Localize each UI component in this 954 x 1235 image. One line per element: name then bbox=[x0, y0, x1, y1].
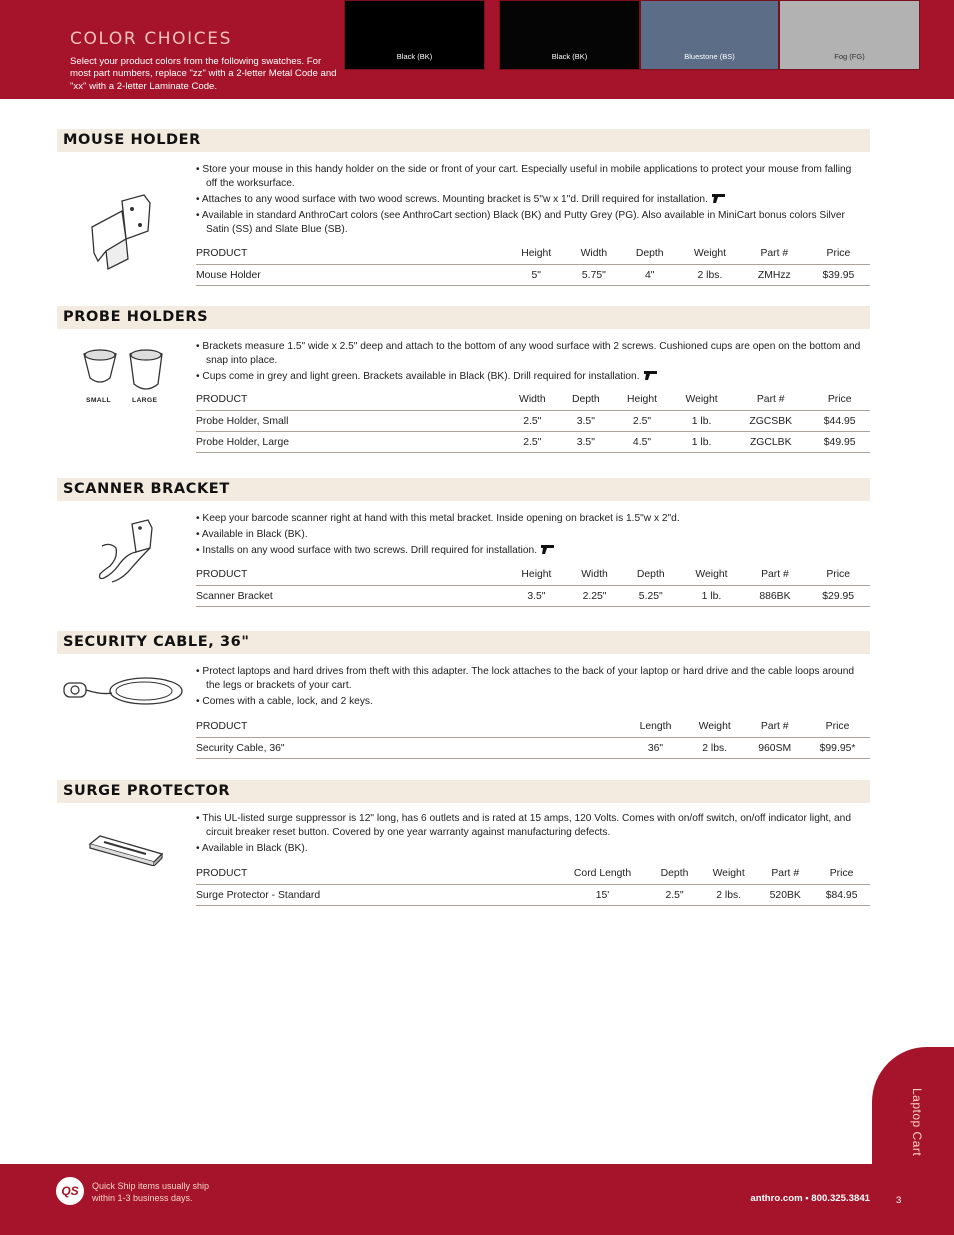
cell: $39.95 bbox=[807, 265, 870, 286]
col-header: Price bbox=[826, 568, 850, 580]
cell: Probe Holder, Small bbox=[196, 411, 506, 432]
mouse-holder-table bbox=[196, 242, 870, 286]
cell: 886BK bbox=[744, 586, 807, 607]
cell: 3.5" bbox=[559, 432, 613, 453]
security-cable-features bbox=[196, 665, 861, 711]
feature-text: • This UL-listed surge suppressor is 12" long, has 6 outlets and is rated at 15 amps, 120 Volts. Comes with on/off switch, on/off indicator light, and circuit breaker reset button. Covered by one year warranty against manufacturing defects. bbox=[196, 812, 861, 840]
col-header: PRODUCT bbox=[196, 720, 248, 732]
table-row bbox=[196, 738, 870, 759]
cell: 2.5" bbox=[613, 411, 671, 432]
quick-ship-line: within 1-3 business days. bbox=[92, 1193, 193, 1203]
color-choices-title: COLOR CHOICES bbox=[70, 29, 232, 49]
surge-protector-features bbox=[196, 812, 861, 858]
col-header: Depth bbox=[636, 568, 665, 580]
cell: $44.95 bbox=[809, 411, 870, 432]
section-title-bar bbox=[57, 478, 870, 501]
col-header: Height bbox=[521, 568, 552, 580]
cell: 1 lb. bbox=[679, 586, 743, 607]
section-title: PROBE HOLDERS bbox=[63, 309, 209, 325]
table-row bbox=[196, 885, 870, 906]
feature-text: • Attaches to any wood surface with two wood screws. Mounting bracket is 5"w x 1"d. Drill required for installation. bbox=[196, 193, 861, 207]
color-choices-header bbox=[0, 0, 954, 99]
swatch-label: Black (BK) bbox=[551, 52, 588, 61]
cell: Scanner Bracket bbox=[196, 586, 506, 607]
quick-ship-line: Quick Ship items usually ship bbox=[92, 1181, 210, 1191]
col-header: Weight bbox=[698, 720, 731, 732]
col-header: Cord Length bbox=[573, 867, 632, 879]
swatch-bluestone bbox=[640, 0, 779, 70]
cell: $29.95 bbox=[806, 586, 870, 607]
feature-text: • Available in standard AnthroCart colors (see AnthroCart section) Black (BK) and Putty Grey (PG). Also available in MiniCart bonus colors Silver Satin (SS) and Slate Blue (SB). bbox=[196, 209, 861, 237]
col-header: Width bbox=[581, 568, 608, 580]
swatch-label: Fog (FG) bbox=[834, 52, 865, 61]
section-title: SCANNER BRACKET bbox=[63, 481, 230, 497]
cell: Mouse Holder bbox=[196, 265, 506, 286]
col-header: Weight bbox=[695, 568, 728, 580]
col-header: Price bbox=[826, 247, 851, 259]
feature-text: • Brackets measure 1.5" wide x 2.5" deep and attach to the bottom of any wood surface with 2 screws. Cushioned cups are open on the bottom and snap into place. bbox=[196, 340, 861, 368]
probe-holder-table bbox=[196, 388, 870, 453]
surge-protector-table bbox=[196, 862, 870, 906]
col-header: Depth bbox=[660, 867, 689, 879]
cell: 3.5" bbox=[559, 411, 613, 432]
probe-holder-small-image bbox=[80, 344, 120, 392]
cell: $84.95 bbox=[813, 885, 870, 906]
color-choices-intro: Select your product colors from the following swatches. For most part numbers, replace "zz" with a 2-letter Metal Code and "xx" with a 2-letter Laminate Code. bbox=[70, 56, 337, 92]
col-header: Weight bbox=[712, 867, 745, 879]
swatch-black-2 bbox=[499, 0, 640, 70]
probe-holder-large-image bbox=[126, 344, 166, 396]
probe-holder-features bbox=[196, 340, 861, 386]
security-cable-image bbox=[62, 671, 186, 711]
col-header: PRODUCT bbox=[196, 867, 248, 879]
cell: 3.5" bbox=[506, 586, 567, 607]
small-label: SMALL bbox=[86, 397, 111, 404]
cell: 2.5" bbox=[506, 411, 559, 432]
swatch-black-1 bbox=[344, 0, 485, 70]
cell: Security Cable, 36" bbox=[196, 738, 626, 759]
cell: 5.25" bbox=[622, 586, 679, 607]
surge-protector-image bbox=[88, 830, 164, 866]
col-header: Depth bbox=[571, 393, 600, 405]
cell: 2 lbs. bbox=[685, 738, 744, 759]
col-header: Height bbox=[626, 393, 658, 405]
section-tab-label: Laptop Cart bbox=[910, 1088, 924, 1157]
section-title-bar bbox=[57, 631, 870, 654]
cell: 36" bbox=[626, 738, 685, 759]
cell: ZGCLBK bbox=[732, 432, 809, 453]
section-title-bar bbox=[57, 780, 870, 803]
feature-text: • Available in Black (BK). bbox=[196, 842, 861, 856]
swatch-label: Black (BK) bbox=[396, 52, 433, 61]
cell: 4.5" bbox=[613, 432, 671, 453]
cell: Surge Protector - Standard bbox=[196, 885, 556, 906]
col-header: PRODUCT bbox=[196, 247, 248, 259]
col-header: Depth bbox=[635, 247, 664, 259]
cell: 2 lbs. bbox=[700, 885, 757, 906]
feature-text: • Cups come in grey and light green. Brackets available in Black (BK). Drill required for installation. bbox=[196, 370, 861, 384]
col-header: Part # bbox=[760, 720, 789, 732]
cell: 2.25" bbox=[567, 586, 622, 607]
col-header: Part # bbox=[760, 247, 789, 259]
contact-info: anthro.com • 800.325.3841 bbox=[750, 1193, 870, 1204]
section-title: SECURITY CABLE, 36" bbox=[63, 634, 250, 650]
feature-text: • Installs on any wood surface with two screws. Drill required for installation. bbox=[196, 544, 861, 558]
quick-ship-icon: QS bbox=[56, 1177, 84, 1205]
cell: 2.5" bbox=[506, 432, 559, 453]
col-header: Part # bbox=[756, 393, 785, 405]
cell: 5.75" bbox=[566, 265, 621, 286]
col-header: Width bbox=[519, 393, 546, 405]
feature-text: • Protect laptops and hard drives from theft with this adapter. The lock attaches to the back of your laptop or hard drive and the cable loops around the legs or brackets of your cart. bbox=[196, 665, 861, 693]
table-row bbox=[196, 432, 870, 453]
drill-icon bbox=[541, 544, 555, 554]
cell: 960SM bbox=[744, 738, 805, 759]
section-title-bar bbox=[57, 129, 870, 152]
mouse-holder-features bbox=[196, 163, 861, 239]
page-number: 3 bbox=[896, 1195, 902, 1206]
col-header: Part # bbox=[771, 867, 800, 879]
section-title: MOUSE HOLDER bbox=[63, 132, 201, 148]
cell: $99.95* bbox=[805, 738, 870, 759]
col-header: Weight bbox=[693, 247, 727, 259]
quick-ship-note bbox=[92, 1180, 242, 1204]
col-header: Length bbox=[639, 720, 672, 732]
cell: 1 lb. bbox=[671, 432, 732, 453]
scanner-bracket-table bbox=[196, 563, 870, 607]
drill-icon bbox=[644, 370, 658, 380]
section-title-bar bbox=[57, 306, 870, 329]
cell: 2.5" bbox=[649, 885, 700, 906]
col-header: Weight bbox=[685, 393, 718, 405]
table-row bbox=[196, 265, 870, 286]
security-cable-table bbox=[196, 715, 870, 759]
large-label: LARGE bbox=[132, 397, 158, 404]
cell: 15' bbox=[556, 885, 649, 906]
col-header: Price bbox=[825, 720, 850, 732]
feature-text: • Available in Black (BK). bbox=[196, 528, 861, 542]
feature-text: • Store your mouse in this handy holder on the side or front of your cart. Especially useful in mobile applications to protect your mouse from falling off the worksurface. bbox=[196, 163, 861, 191]
swatch-fog bbox=[779, 0, 920, 70]
mouse-holder-image bbox=[88, 191, 158, 271]
table-row bbox=[196, 586, 870, 607]
col-header: Height bbox=[521, 247, 552, 259]
col-header: Price bbox=[829, 867, 854, 879]
cell: ZMHzz bbox=[742, 265, 807, 286]
scanner-bracket-features bbox=[196, 512, 861, 560]
cell: 5" bbox=[506, 265, 566, 286]
cell: 520BK bbox=[757, 885, 813, 906]
feature-text: • Keep your barcode scanner right at hand with this metal bracket. Inside opening on bracket is 1.5"w x 2"d. bbox=[196, 512, 861, 526]
col-header: Part # bbox=[761, 568, 789, 580]
col-header: Price bbox=[827, 393, 852, 405]
cell: $49.95 bbox=[809, 432, 870, 453]
col-header: PRODUCT bbox=[196, 393, 248, 405]
section-title: SURGE PROTECTOR bbox=[63, 783, 231, 799]
cell: ZGCSBK bbox=[732, 411, 809, 432]
feature-text: • Comes with a cable, lock, and 2 keys. bbox=[196, 695, 861, 709]
cell: 4" bbox=[621, 265, 678, 286]
scanner-bracket-image bbox=[96, 518, 160, 584]
col-header: PRODUCT bbox=[196, 568, 248, 580]
cell: 2 lbs. bbox=[678, 265, 742, 286]
table-row bbox=[196, 411, 870, 432]
cell: 1 lb. bbox=[671, 411, 732, 432]
cell: Probe Holder, Large bbox=[196, 432, 506, 453]
swatch-label: Bluestone (BS) bbox=[684, 52, 735, 61]
col-header: Width bbox=[580, 247, 608, 259]
drill-icon bbox=[712, 193, 726, 203]
